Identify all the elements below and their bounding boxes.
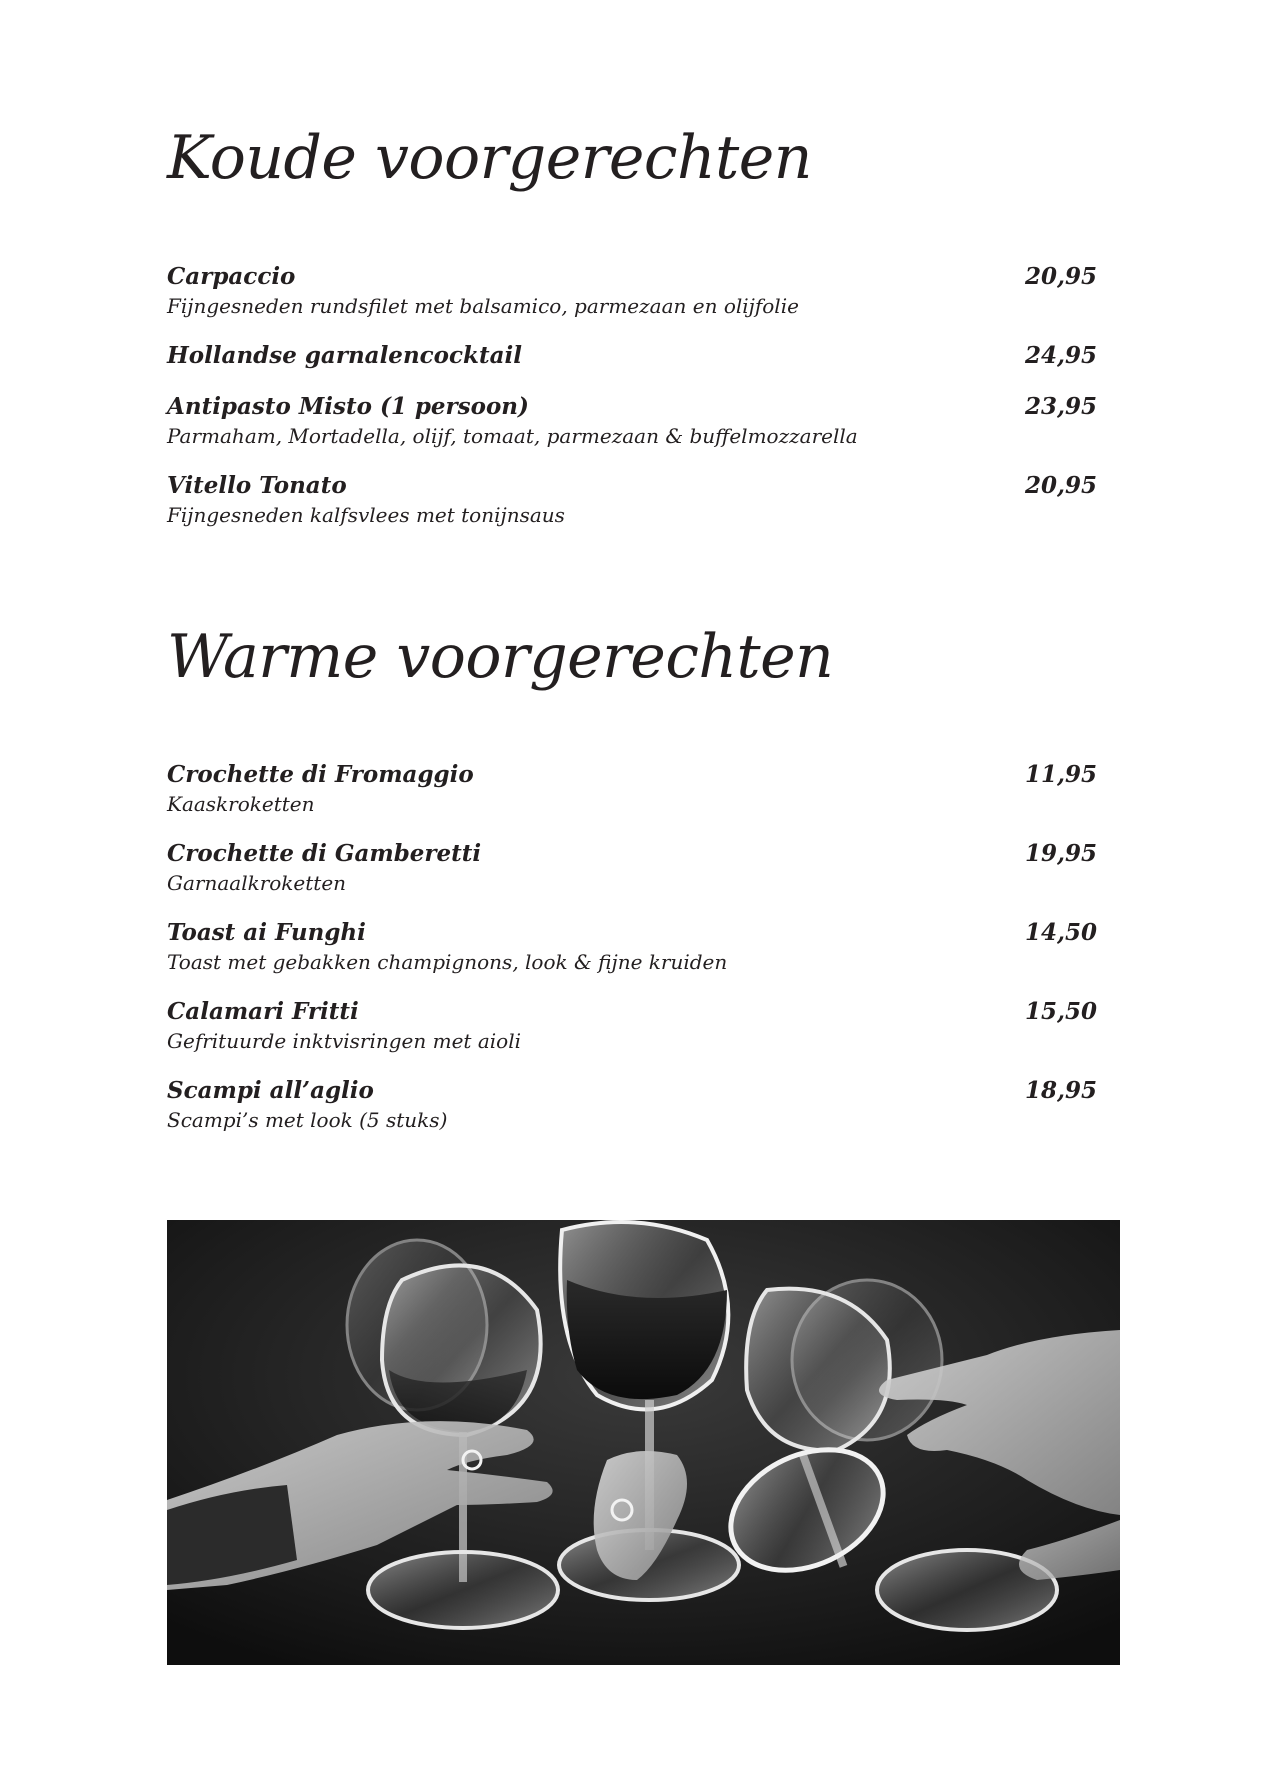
wine-toast-photo [167,1220,1120,1665]
item-name: Calamari Fritti [167,998,359,1025]
item-price: 24,95 [1024,342,1097,369]
item-name: Toast ai Funghi [167,919,366,946]
menu-item [167,471,1097,529]
item-description: Gefrituurde inktvisringen met aioli [167,1029,521,1053]
item-name: Crochette di Fromaggio [167,761,474,788]
item-description: Toast met gebakken champignons, look & fijne kruiden [167,950,728,974]
section-title-warm-starters: Warme voorgerechten [167,622,834,692]
item-price: 20,95 [1024,263,1097,290]
item-name: Crochette di Gamberetti [167,840,482,867]
menu-item [167,262,1097,320]
item-description: Scampi’s met look (5 stuks) [167,1108,448,1132]
item-description: Garnaalkroketten [167,871,347,895]
item-description: Parmaham, Mortadella, olijf, tomaat, parmezaan & buffelmozzarella [167,424,858,448]
menu-list-cold-starters [167,262,1097,550]
item-price: 18,95 [1024,1077,1097,1104]
menu-item [167,839,1097,897]
menu-list-warm-starters [167,760,1097,1155]
menu-item [167,392,1097,450]
item-description: Fijngesneden rundsfilet met balsamico, parmezaan en olijfolie [167,294,799,318]
item-description: Kaaskroketten [167,792,315,816]
section-title-cold-starters: Koude voorgerechten [167,123,812,193]
wine-glasses-illustration [167,1220,1120,1665]
item-name: Vitello Tonato [167,472,347,499]
item-description: Fijngesneden kalfsvlees met tonijnsaus [167,503,565,527]
item-name: Hollandse garnalencocktail [167,342,522,369]
item-price: 23,95 [1024,393,1097,420]
menu-item [167,918,1097,976]
item-name: Carpaccio [167,263,296,290]
menu-item [167,760,1097,818]
item-price: 20,95 [1024,472,1097,499]
item-price: 15,50 [1024,998,1097,1025]
item-name: Scampi all’aglio [167,1077,374,1104]
menu-item [167,341,1097,371]
item-price: 14,50 [1024,919,1097,946]
menu-item [167,1076,1097,1134]
item-price: 11,95 [1024,761,1097,788]
menu-item [167,997,1097,1055]
item-name: Antipasto Misto (1 persoon) [167,393,529,420]
item-price: 19,95 [1024,840,1097,867]
